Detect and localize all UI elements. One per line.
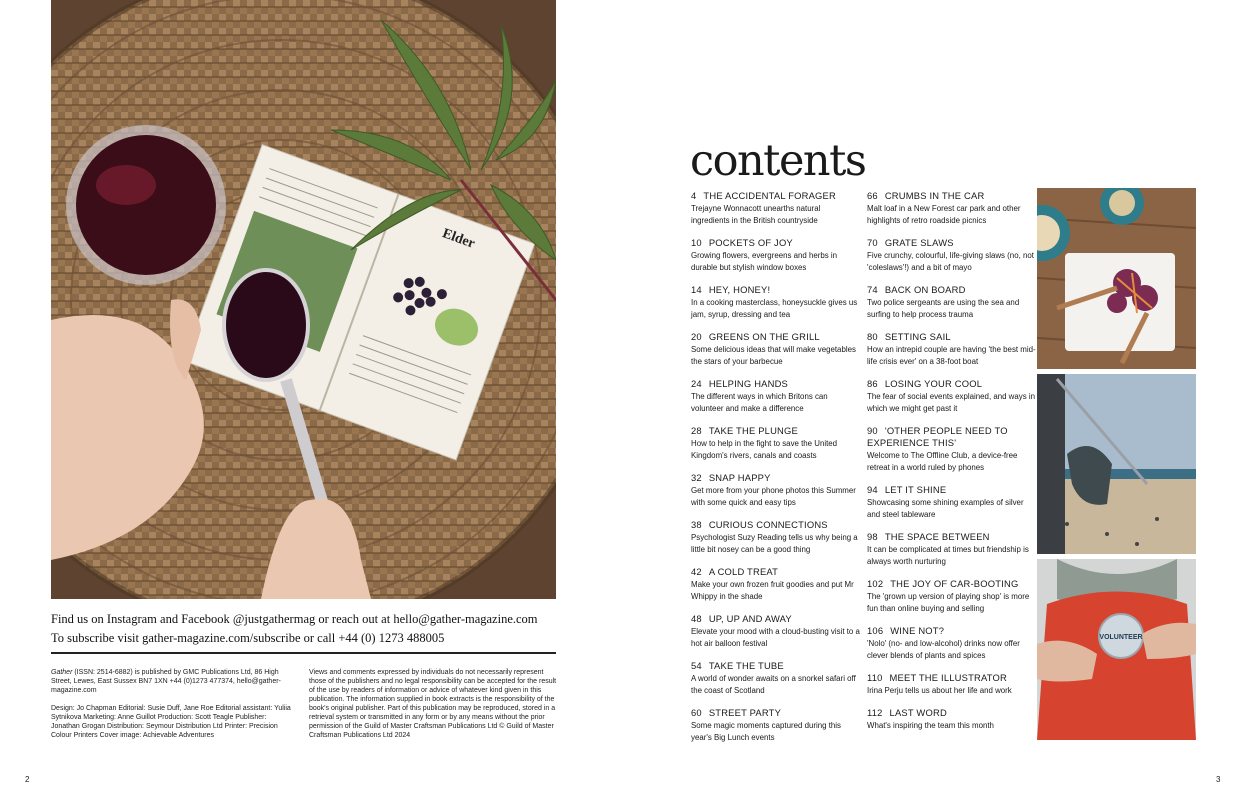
- legal-disclaimer: Views and comments expressed by individuals do not necessarily represent those of the publishers and no legal responsibility can be accepted for the result of the use by readers of information or advice of whatever kind given in this publication. The information supplied in book extracts is the responsibility of the book's original publisher. Part of this publication may be reproduced, stored in a retrieval system or transmitted in any form or by any means without the prior permission of the Guild of Master Craftsman Publications Ltd © Guild of Master Craftsman Publications Ltd 2024: [309, 669, 557, 739]
- entry-page-number: 70: [867, 237, 878, 248]
- entry-page-number: 14: [691, 284, 702, 295]
- contents-entry: [691, 237, 861, 273]
- entry-heading: [867, 378, 1037, 390]
- entry-description: A world of wonder awaits on a snorkel safari off the coast of Scotland: [691, 674, 856, 695]
- entry-heading: [867, 625, 1037, 637]
- entry-title: CRUMBS IN THE CAR: [884, 190, 985, 201]
- entry-heading: [867, 484, 1037, 496]
- entry-heading: [867, 531, 1037, 543]
- entry-description: Two police sergeants are using the sea and surfing to help process trauma: [867, 298, 1020, 319]
- entry-page-number: 20: [691, 331, 702, 342]
- entry-page-number: 74: [867, 284, 878, 295]
- entry-title: TAKE THE TUBE: [708, 660, 784, 671]
- entry-description: Trejayne Wonnacott unearths natural ingredients in the British countryside: [691, 204, 821, 225]
- entry-page-number: 4: [691, 190, 697, 201]
- volunteer-photo: [1037, 559, 1196, 740]
- entry-page-number: 80: [867, 331, 878, 342]
- entry-page-number: 54: [691, 660, 702, 671]
- entry-page-number: 98: [867, 531, 878, 542]
- contents-entry: [867, 578, 1037, 614]
- entry-heading: [691, 378, 861, 390]
- entry-title: THE SPACE BETWEEN: [884, 531, 990, 542]
- entry-page-number: 106: [867, 625, 884, 636]
- entry-title: HELPING HANDS: [708, 378, 789, 389]
- entry-page-number: 42: [691, 566, 702, 577]
- entry-page-number: 48: [691, 613, 702, 624]
- entry-description: How an intrepid couple are having 'the best mid-life crisis ever' on a 38-foot boat: [867, 345, 1036, 366]
- entry-title: MEET THE ILLUSTRATOR: [889, 672, 1007, 683]
- magazine-name: Gather: [51, 669, 73, 676]
- entry-title: UP, UP AND AWAY: [708, 613, 792, 624]
- entry-heading: [867, 190, 1037, 202]
- entry-description: How to help in the fight to save the United Kingdom's rivers, canals and coasts: [691, 439, 838, 460]
- entry-description: Welcome to The Offline Club, a device-free retreat in a world ruled by phones: [867, 451, 1018, 472]
- entry-description: Growing flowers, evergreens and herbs in durable but stylish window boxes: [691, 251, 838, 272]
- contents-entry: [691, 284, 861, 320]
- contents-entry: [691, 660, 861, 696]
- entry-heading: [691, 519, 861, 531]
- entry-page-number: 24: [691, 378, 702, 389]
- entry-heading: [867, 578, 1037, 590]
- entry-description: Five crunchy, colourful, life-giving slaws (no, not 'coleslaws'!) and a bit of mayo: [867, 251, 1034, 272]
- entry-description: 'Nolo' (no- and low-alcohol) drinks now offer clever blends of plants and spices: [867, 639, 1020, 660]
- entry-description: The fear of social events explained, and ways in which we might get past it: [867, 392, 1035, 413]
- entry-page-number: 60: [691, 707, 702, 718]
- entry-page-number: 66: [867, 190, 878, 201]
- contents-entry: [867, 237, 1037, 273]
- page-number-right: 3: [1216, 775, 1221, 784]
- entry-page-number: 112: [867, 707, 883, 718]
- entry-title: LAST WORD: [889, 707, 947, 718]
- entry-heading: [867, 237, 1037, 249]
- entry-description: Get more from your phone photos this Summer with some quick and easy tips: [691, 486, 856, 507]
- entry-title: GRATE SLAWS: [884, 237, 954, 248]
- entry-title: THE JOY OF CAR-BOOTING: [890, 578, 1019, 589]
- contents-entry: [867, 425, 1037, 473]
- page-number-left: 2: [25, 775, 30, 784]
- entry-description: The 'grown up version of playing shop' is more fun than online buying and selling: [867, 592, 1030, 613]
- entry-heading: [691, 190, 861, 202]
- contents-entry: [691, 613, 861, 649]
- entry-heading: [691, 331, 861, 343]
- social-contact-text: [51, 610, 538, 648]
- entry-title: TAKE THE PLUNGE: [708, 425, 798, 436]
- divider-rule: [51, 652, 556, 654]
- entry-title: SNAP HAPPY: [708, 472, 771, 483]
- entry-heading: [867, 707, 1037, 719]
- entry-heading: [867, 284, 1037, 296]
- entry-description: Some magic moments captured during this year's Big Lunch events: [691, 721, 841, 742]
- find-us-line: Find us on Instagram and Facebook @justgathermag or reach out at hello@gather-magazine.com: [51, 612, 538, 626]
- entry-heading: [691, 566, 861, 578]
- entry-heading: [691, 660, 861, 672]
- entry-heading: [691, 613, 861, 625]
- entry-title: CURIOUS CONNECTIONS: [708, 519, 828, 530]
- contents-entry: [867, 531, 1037, 567]
- entry-page-number: 86: [867, 378, 878, 389]
- entry-heading: [691, 707, 861, 719]
- contents-entry: [867, 707, 1037, 732]
- subscribe-line: To subscribe visit gather-magazine.com/subscribe or call +44 (0) 1273 488005: [51, 631, 445, 645]
- contents-entry: [867, 284, 1037, 320]
- entry-description: Psychologist Suzy Reading tells us why being a little bit nosey can be a good thing: [691, 533, 858, 554]
- contents-entry: [867, 484, 1037, 520]
- imprint-credits: Design: Jo Chapman Editorial: Susie Duff, Jane Roe Editorial assistant: Yuliia Sytnikova Marketing: Anne Guillot Production: Scott Teagle Publisher: Jonathan Grogan Distribution: Seymour Distribution Ltd Printer: Precision Colour Printers Cover image: Achievable Adventures: [51, 705, 291, 739]
- entry-page-number: 94: [867, 484, 878, 495]
- entry-heading: [867, 425, 1037, 449]
- imprint-publisher-text: (ISSN: 2514-6882) is published by GMC Publications Ltd, 86 High Street, Lewes, East Sussex BN7 1XN +44 (0)1273 477374, hello@gather-magazine.com: [51, 669, 281, 694]
- entry-title: WINE NOT?: [890, 625, 945, 636]
- entry-page-number: 10: [691, 237, 702, 248]
- entry-title: STREET PARTY: [708, 707, 782, 718]
- entry-description: Some delicious ideas that will make vegetables the stars of your barbecue: [691, 345, 856, 366]
- slaw-photo: [1037, 188, 1196, 369]
- entry-heading: [691, 237, 861, 249]
- contents-entry: [691, 190, 861, 226]
- entry-title: LOSING YOUR COOL: [884, 378, 983, 389]
- entry-title: THE ACCIDENTAL FORAGER: [703, 190, 836, 201]
- entry-description: It can be complicated at times but friendship is always worth nurturing: [867, 545, 1029, 566]
- contents-entry: [691, 707, 861, 743]
- contents-entry: [867, 331, 1037, 367]
- book-label: Elder: [440, 226, 477, 252]
- entry-title: A COLD TREAT: [708, 566, 779, 577]
- entry-heading: [691, 472, 861, 484]
- entry-description: In a cooking masterclass, honeysuckle gives us jam, syrup, dressing and tea: [691, 298, 858, 319]
- entry-page-number: 90: [867, 425, 878, 436]
- beach-cleanup-photo: [1037, 374, 1196, 554]
- entry-page-number: 38: [691, 519, 702, 530]
- contents-entry: [691, 472, 861, 508]
- entry-title: SETTING SAIL: [884, 331, 951, 342]
- entry-heading: [867, 672, 1037, 684]
- contents-entry: [867, 190, 1037, 226]
- contents-entry: [691, 566, 861, 602]
- entry-description: What's inspiring the team this month: [867, 721, 994, 730]
- imprint-publisher: [51, 668, 291, 695]
- entry-page-number: 28: [691, 425, 702, 436]
- contents-entry: [691, 425, 861, 461]
- entry-title: HEY, HONEY!: [708, 284, 771, 295]
- contents-entry: [691, 519, 861, 555]
- entry-heading: [691, 425, 861, 437]
- contents-entry: [691, 331, 861, 367]
- entry-title: POCKETS OF JOY: [708, 237, 793, 248]
- contents-entry: [691, 378, 861, 414]
- volunteer-badge-text: VOLUNTEER: [1099, 634, 1143, 641]
- contents-entry: [867, 378, 1037, 414]
- entry-description: The different ways in which Britons can volunteer and make a difference: [691, 392, 828, 413]
- entry-description: Malt loaf in a New Forest car park and other highlights of retro roadside picnics: [867, 204, 1021, 225]
- entry-description: Irina Perju tells us about her life and work: [867, 686, 1012, 695]
- entry-page-number: 32: [691, 472, 702, 483]
- cover-photo-elderberry: [51, 0, 556, 599]
- entry-heading: [691, 284, 861, 296]
- entry-title: LET IT SHINE: [884, 484, 947, 495]
- entry-description: Elevate your mood with a cloud-busting visit to a hot air balloon festival: [691, 627, 860, 648]
- entry-description: Showcasing some shining examples of silver and steel tableware: [867, 498, 1024, 519]
- entry-page-number: 102: [867, 578, 884, 589]
- entry-title: 'OTHER PEOPLE NEED TO EXPERIENCE THIS': [867, 425, 1008, 448]
- entry-title: BACK ON BOARD: [884, 284, 966, 295]
- entry-title: GREENS ON THE GRILL: [708, 331, 820, 342]
- entry-description: Make your own frozen fruit goodies and put Mr Whippy in the shade: [691, 580, 854, 601]
- imprint-block: [51, 668, 291, 749]
- page-title: contents: [690, 136, 866, 186]
- contents-entry: [867, 672, 1037, 697]
- entry-page-number: 110: [867, 672, 883, 683]
- contents-entry: [867, 625, 1037, 661]
- entry-heading: [867, 331, 1037, 343]
